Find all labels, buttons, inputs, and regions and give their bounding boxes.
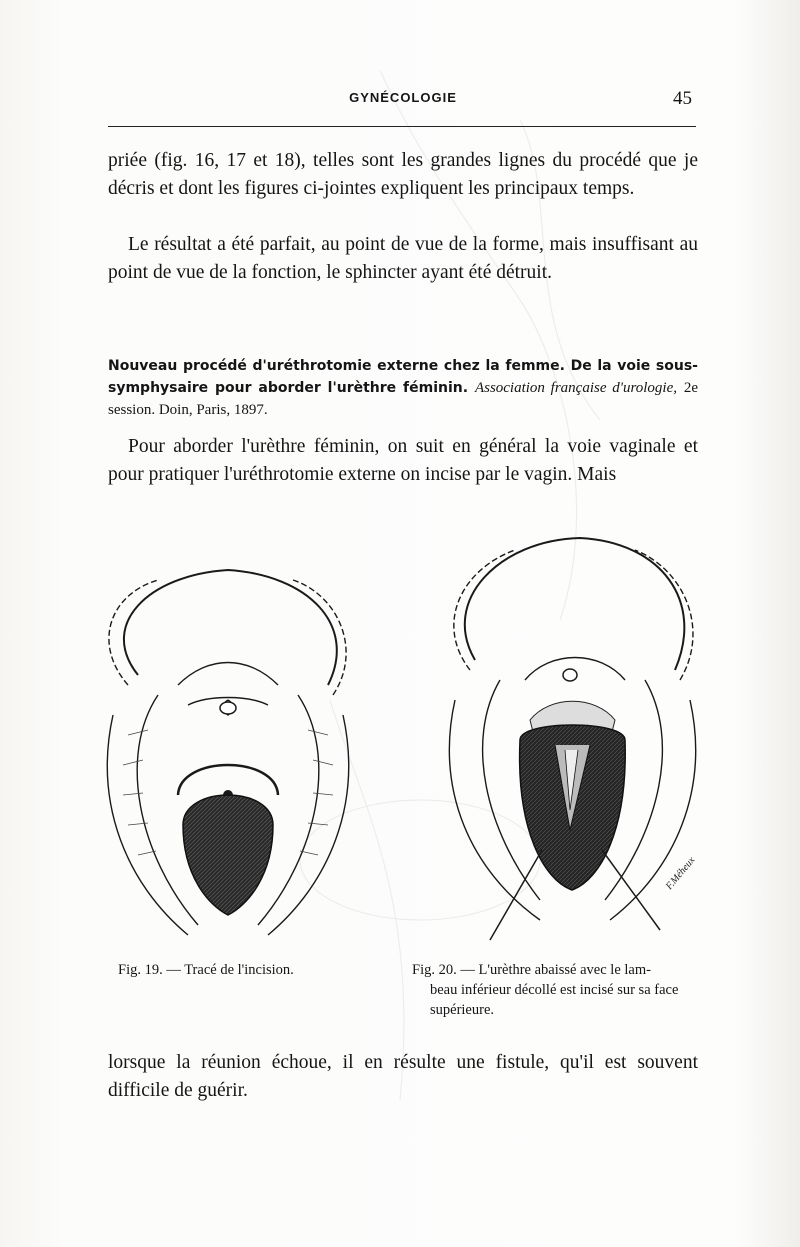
running-header [108,88,698,114]
page-number: 45 [673,88,692,109]
reference-details: 2e session. Doin, Paris, 1897. [108,380,699,418]
figure-19-illustration [88,555,368,955]
running-title: GYNÉCOLOGIE [349,90,457,105]
paragraph-1: priée (fig. 16, 17 et 18), telles sont les grandes lignes du procédé que je décris et dont les figures ci-jointes expliquent les principaux temps. [108,150,698,199]
illustrator-signature: F.Méheux [663,855,698,892]
reference-journal: Association française d'urologie, [474,380,677,396]
figure-20-caption [412,960,712,1020]
reference-title: Nouveau procédé d'uréthrotomie externe chez la femme. De la voie sous-symphysaire pour aborder l'urèthre féminin. [108,358,698,396]
bibliographic-reference [108,355,698,421]
figure-20-illustration [430,530,715,950]
header-rule [108,126,696,127]
figure-19-caption: Fig. 19. — Tracé de l'incision. [118,962,294,978]
figure-20-caption-rest: beau inférieur décollé est incisé sur sa face supérieure. [430,982,679,1018]
paragraph-4: lorsque la réunion échoue, il en résulte une fistule, qu'il est souvent difficile de guérir. [108,1052,698,1101]
figure-20-caption-line1: Fig. 20. — L'urèthre abaissé avec le lam- [412,962,651,978]
paragraph-3: Pour aborder l'urèthre féminin, on suit en général la voie vaginale et pour pratiquer l'uréthrotomie externe on incise par le vagin. Mais [108,436,698,485]
paragraph-2: Le résultat a été parfait, au point de vue de la forme, mais insuffisant au point de vue de la fonction, le sphincter ayant été détruit. [108,234,698,283]
